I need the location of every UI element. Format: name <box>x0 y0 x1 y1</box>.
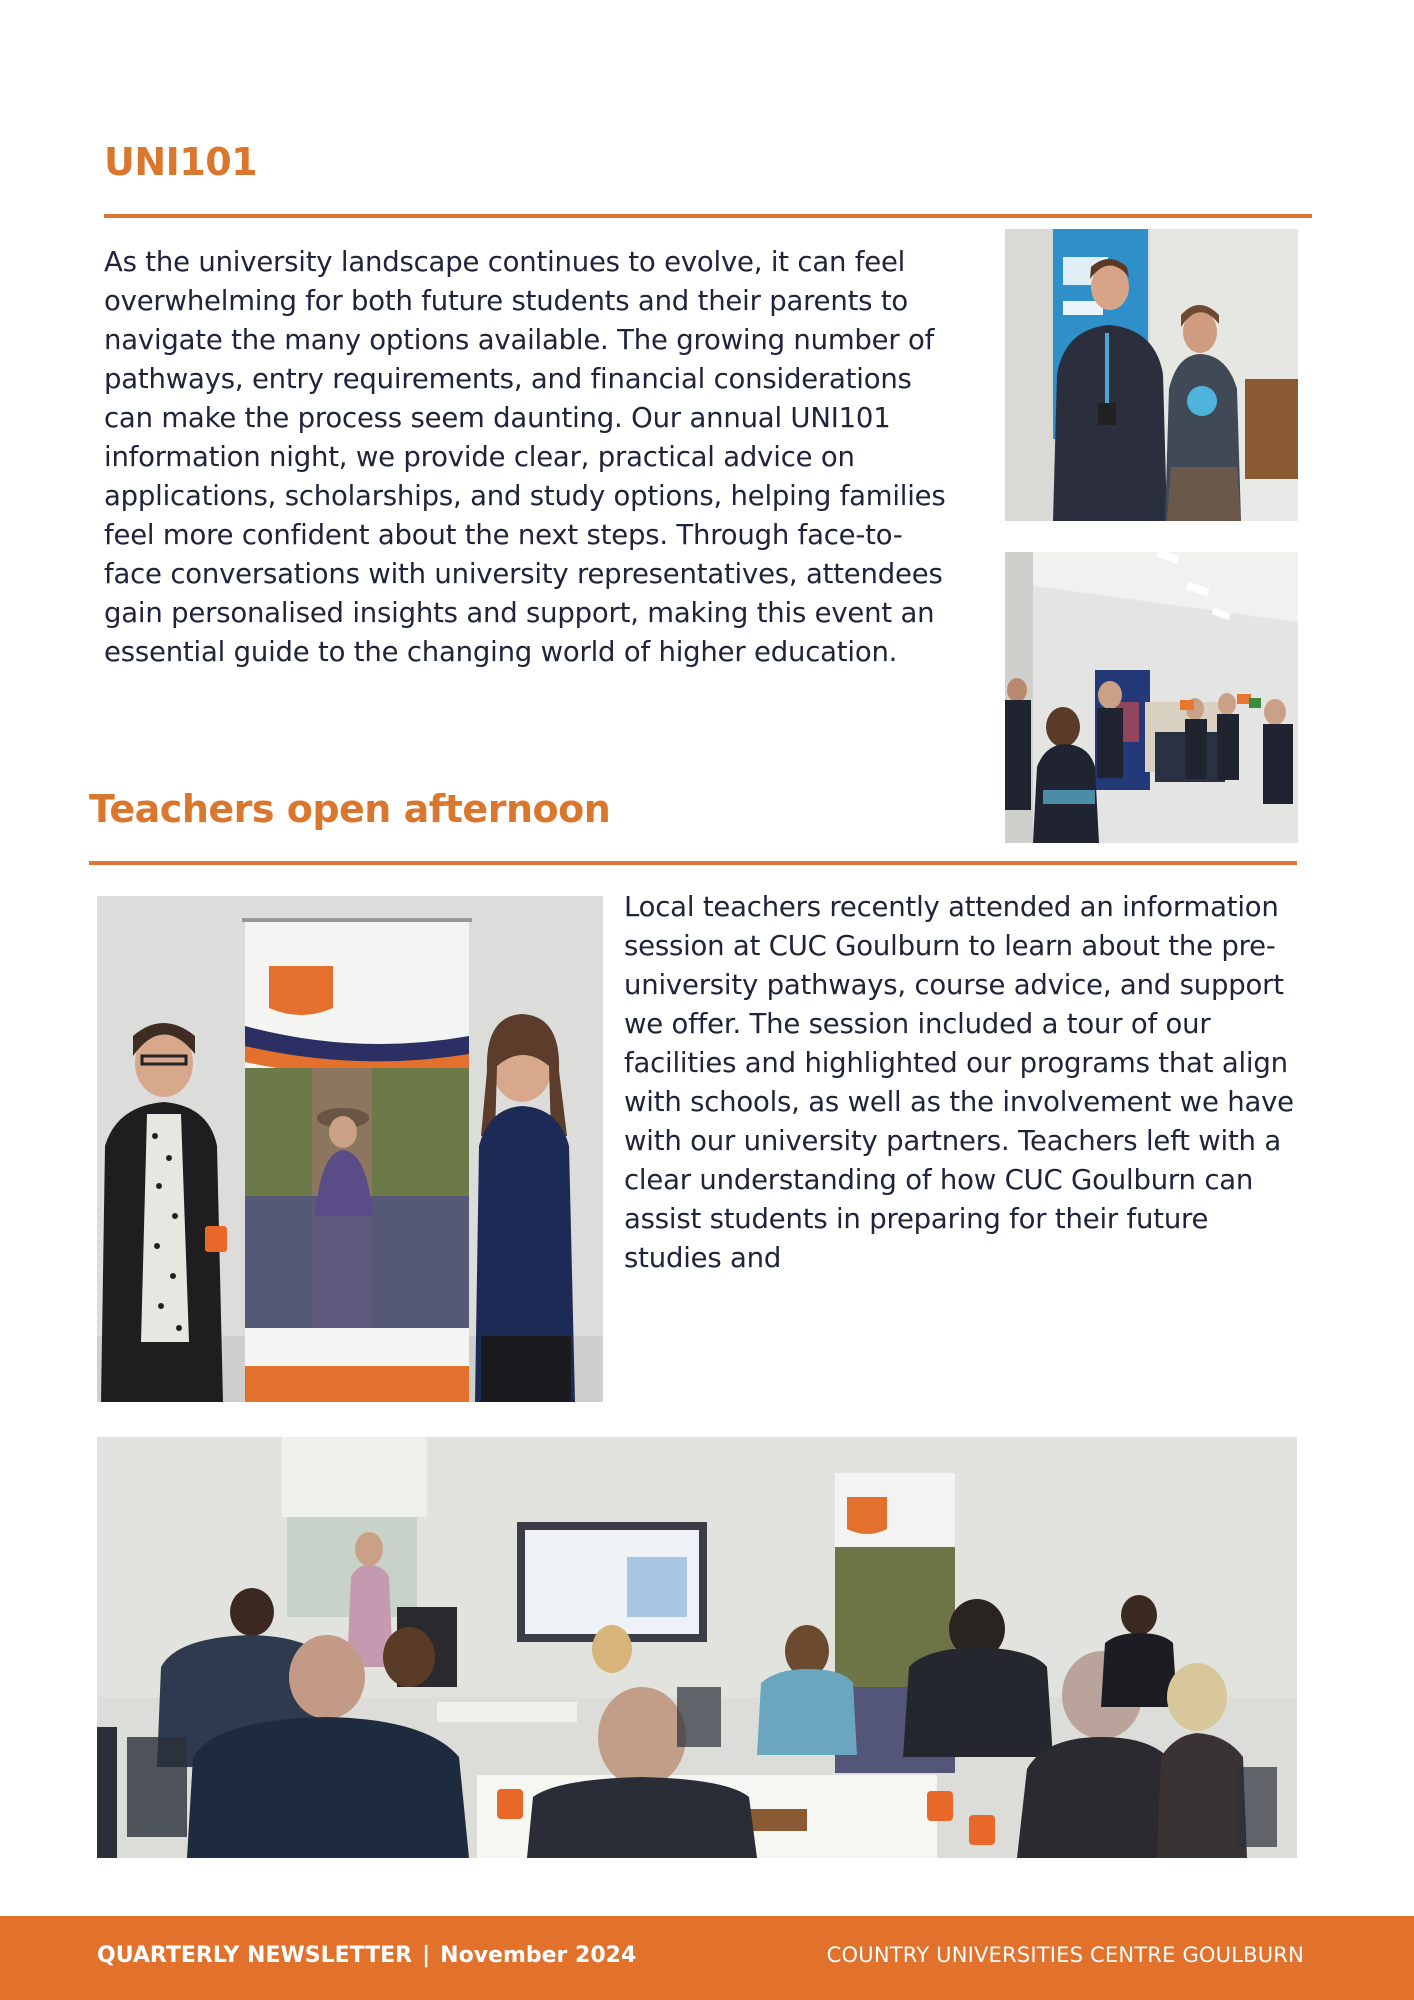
teachers-photo-banner <box>97 896 603 1402</box>
teachers-paragraph: Local teachers recently attended an information session at CUC Goulburn to learn about the pre-university pathways, course advice, and support we offer. The session included a tour of our facilities and highlighted our programs that align with schools, as well as the involvement we have with our university partners. Teachers left with a clear understanding of how CUC Goulburn can assist students in preparing for their future studies and <box>624 891 1294 1274</box>
footer-org-name: COUNTRY UNIVERSITIES CENTRE GOULBURN <box>826 1943 1304 1967</box>
uni101-paragraph: As the university landscape continues to evolve, it can feel overwhelming for both future students and their parents to navigate the many options available. The growing number of pathways, entry requirements, and financial considerations can make the process seem daunting. Our annual UNI101 information night, we provide clear, practical advice on applications, scholarships, and study options, helping families feel more confident about the next steps. Through face-to-face conversations with university representatives, attendees gain personalised insights and support, making this event an essential guide to the changing world of higher education. <box>104 246 946 668</box>
teachers-divider <box>89 861 1297 865</box>
teachers-heading: Teachers open afternoon <box>89 787 611 831</box>
footer-newsletter-label <box>97 1943 636 1968</box>
uni101-heading: UNI101 <box>104 140 258 184</box>
uni101-divider <box>104 214 1312 218</box>
footer-newsletter-title: QUARTERLY NEWSLETTER <box>97 1943 413 1968</box>
uni101-photo-crowd <box>1005 552 1298 843</box>
footer-bar <box>0 1916 1414 2000</box>
footer-separator: | <box>422 1943 431 1968</box>
teachers-photo-session <box>97 1437 1297 1858</box>
footer-date: November 2024 <box>440 1943 637 1968</box>
uni101-photo-representatives <box>1005 229 1298 521</box>
